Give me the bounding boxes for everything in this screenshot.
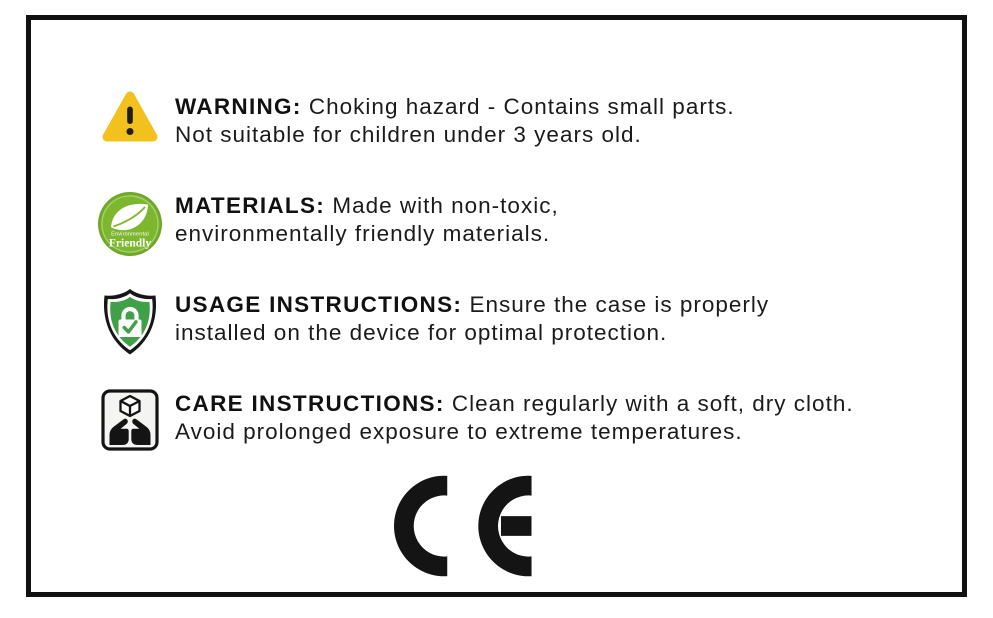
eco-badge-line1: Environmental [111,231,149,238]
shield-lock-icon [99,287,161,357]
materials-line-2: environmentally friendly materials. [175,221,551,246]
warning-line-1: WARNING: Choking hazard - Contains small parts. [175,94,735,119]
usage-line-2: installed on the device for optimal protection. [175,320,668,345]
ce-mark [394,474,534,578]
usage-line-1: USAGE INSTRUCTIONS: Ensure the case is properly [175,292,770,317]
warning-triangle-icon [100,88,160,146]
usage-text [175,291,769,347]
warning-text [175,93,735,149]
eco-badge-line2: Friendly [108,237,152,250]
care-text [175,390,854,446]
materials-line-1: MATERIALS: Made with non-toxic, [175,193,559,218]
usage-heading: USAGE INSTRUCTIONS: [175,292,463,317]
care-line-1: CARE INSTRUCTIONS: Clean regularly with a soft, dry cloth. [175,391,854,416]
warning-line-2: Not suitable for children under 3 years old. [175,122,642,147]
care-heading: CARE INSTRUCTIONS: [175,391,445,416]
care-line-2: Avoid prolonged exposure to extreme temperatures. [175,419,743,444]
materials-text [175,192,559,248]
handle-with-care-icon [101,389,159,451]
eco-friendly-badge-icon [98,192,162,256]
materials-heading: MATERIALS: [175,193,326,218]
warning-heading: WARNING: [175,94,302,119]
